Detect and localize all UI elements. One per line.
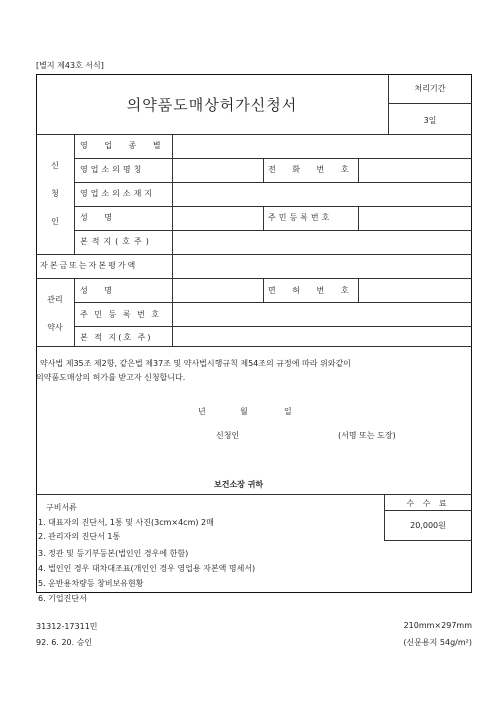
processing-label: 처리기간: [414, 84, 446, 93]
date-year: 년: [198, 407, 206, 416]
fee-amount: 20,000원: [410, 521, 446, 530]
applicant-label-2: 청: [51, 189, 59, 198]
signature-note: (서명 또는 도장): [338, 431, 396, 440]
date-month: 월: [240, 407, 248, 416]
business-address-field[interactable]: [173, 183, 471, 206]
applicant-name-label: 성 명: [80, 213, 119, 222]
form-code: 31312-17311민: [36, 622, 98, 631]
business-type-label: 영 업 종 별: [80, 141, 168, 150]
applicant-label-3: 인: [51, 217, 59, 226]
domicile-label: 본적지(호주): [80, 237, 153, 246]
resident-number-label: 주민등록번호: [268, 213, 333, 222]
applicant-signer-label: 신청인: [216, 431, 240, 440]
manager-domicile-label: 본 적 지(호 주): [80, 333, 153, 342]
document-item: 2. 관리자의 진단서 1통: [38, 532, 121, 541]
statement-line-1: 약사법 제35조 제2항, 같은법 제37조 및 약사법시행규칙 제54조의 규정에 따라 위와같이: [40, 359, 351, 368]
processing-value: 3일: [423, 116, 437, 125]
statement-line-2: 의약품도매상의 허가를 받고자 신청합니다.: [36, 373, 186, 382]
date-day: 일: [284, 407, 292, 416]
manager-resident-field[interactable]: [173, 303, 471, 326]
manager-name-field[interactable]: [173, 279, 262, 302]
manager-label-2: 약사: [47, 323, 63, 332]
paper-type: (신문용지 54g/m²): [403, 638, 472, 647]
paper-size: 210mm×297mm: [403, 621, 472, 630]
capital-field[interactable]: [173, 255, 471, 278]
license-number-label: 면 허 번 호: [268, 286, 356, 295]
capital-label: 자본금또는자본평가액: [40, 261, 138, 270]
business-type-field[interactable]: [173, 135, 471, 158]
manager-name-label: 성 명: [80, 286, 119, 295]
document-item: 3. 정관 및 등기부등본(법인인 경우에 한함): [38, 549, 189, 558]
resident-number-field[interactable]: [359, 207, 471, 230]
page-title: 의약품도매상허가신청서: [126, 95, 298, 114]
phone-field[interactable]: [359, 159, 471, 182]
applicant-label-1: 신: [51, 161, 59, 170]
business-address-label: 영업소의소재지: [80, 189, 156, 198]
business-name-label: 영업소의명칭: [80, 165, 145, 174]
form-number: [별지 제43호 서식]: [36, 61, 104, 70]
approval-date: 92. 6. 20. 승인: [36, 638, 93, 647]
applicant-name-field[interactable]: [173, 207, 262, 230]
manager-domicile-field[interactable]: [173, 327, 471, 346]
document-item: 6. 기업진단서: [38, 594, 87, 603]
license-number-field[interactable]: [359, 279, 471, 302]
business-name-field[interactable]: [173, 159, 262, 182]
fee-label: 수 수 료: [406, 499, 450, 508]
phone-label: 전 화 번 호: [268, 165, 356, 174]
manager-label-1: 관리: [47, 295, 63, 304]
manager-resident-label: 주 민 등 록 번 호: [80, 310, 162, 319]
document-item: 4. 법인인 경우 대차대조표(개인인 경우 영업용 자본액 명세서): [38, 564, 256, 573]
domicile-field[interactable]: [173, 231, 471, 254]
documents-title: 구비서류: [46, 503, 77, 512]
document-item: 1. 대표자의 진단서, 1통 및 사진(3cm×4cm) 2매: [38, 518, 214, 527]
addressee: 보건소장 귀하: [214, 480, 264, 489]
document-item: 5. 운반용차량등 창비보유현황: [38, 579, 144, 588]
